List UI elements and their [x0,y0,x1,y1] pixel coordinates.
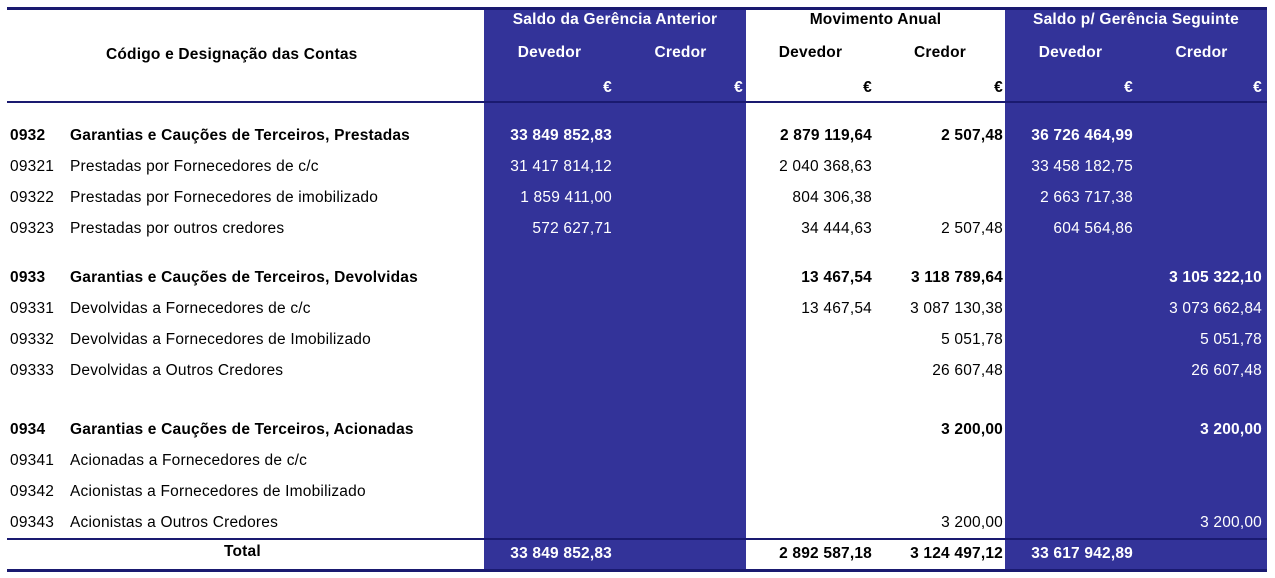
amount-cell: 3 200,00 [941,514,1003,531]
currency-label: € [1124,79,1133,96]
amount-cell: 26 607,48 [932,362,1003,379]
amount-cell: 13 467,54 [801,269,872,286]
amount-cell: 1 859 411,00 [520,189,612,206]
header-bottom-rule [7,101,1267,103]
account-code: 09322 [10,189,55,206]
amount-cell: 3 087 130,38 [910,300,1003,317]
account-code: 09343 [10,514,55,531]
account-name: Devolvidas a Outros Credores [70,362,284,379]
amount-cell: 3 118 789,64 [910,269,1003,286]
group-header-next-balance: Saldo p/ Gerência Seguinte [1033,11,1239,28]
amount-cell: 33 458 182,75 [1031,158,1133,175]
amount-cell: 5 051,78 [1200,331,1262,348]
account-name: Prestadas por Fornecedores de c/c [70,158,319,175]
total-value: 33 849 852,83 [510,545,612,562]
subheader-credit: Credor [654,44,707,61]
amount-cell: 13 467,54 [801,300,872,317]
amount-cell: 2 507,48 [941,127,1003,144]
amount-cell: 2 663 717,38 [1040,189,1133,206]
total-top-rule [7,538,1267,540]
amount-cell: 3 073 662,84 [1169,300,1262,317]
subheader-debit: Devedor [778,44,843,61]
subheader-credit: Credor [913,44,966,61]
table-bottom-rule [7,569,1267,572]
amount-cell: 33 849 852,83 [510,127,612,144]
account-code: 09333 [10,362,55,379]
account-name: Prestadas por outros credores [70,220,285,237]
group-header-annual-movement: Movimento Anual [809,11,942,28]
account-name: Garantias e Cauções de Terceiros, Devolvidas [70,269,418,286]
account-code: 0933 [10,269,46,286]
amount-cell: 604 564,86 [1053,220,1133,237]
amount-cell: 3 105 322,10 [1169,269,1262,286]
total-value: 2 892 587,18 [779,545,872,562]
amount-cell: 804 306,38 [792,189,872,206]
amount-cell: 2 507,48 [941,220,1003,237]
currency-label: € [863,79,872,96]
account-code: 09341 [10,452,55,469]
account-column-header: Código e Designação das Contas [106,46,358,63]
amount-cell: 31 417 814,12 [510,158,612,175]
amount-cell: 3 200,00 [1200,421,1262,438]
account-code: 09342 [10,483,55,500]
group-header-prior-balance: Saldo da Gerência Anterior [512,11,718,28]
amount-cell: 2 879 119,64 [779,127,872,144]
amount-cell: 34 444,63 [801,220,872,237]
currency-label: € [994,79,1003,96]
account-name: Acionistas a Fornecedores de Imobilizado [70,483,366,500]
account-code: 09331 [10,300,55,317]
total-label: Total [224,543,261,560]
account-code: 09323 [10,220,55,237]
currency-label: € [1253,79,1262,96]
amount-cell: 3 200,00 [1200,514,1262,531]
subheader-credit: Credor [1175,44,1228,61]
amount-cell: 2 040 368,63 [779,158,872,175]
amount-cell: 36 726 464,99 [1031,127,1133,144]
account-code: 09332 [10,331,55,348]
total-value: 33 617 942,89 [1031,545,1133,562]
total-value: 3 124 497,12 [910,545,1003,562]
subheader-debit: Devedor [1038,44,1103,61]
account-name: Acionistas a Outros Credores [70,514,279,531]
currency-label: € [603,79,612,96]
amount-cell: 5 051,78 [941,331,1003,348]
account-name: Garantias e Cauções de Terceiros, Acionadas [70,421,414,438]
account-code: 0932 [10,127,46,144]
currency-label: € [734,79,743,96]
amount-cell: 572 627,71 [532,220,612,237]
table-top-rule [7,7,1267,10]
account-name: Garantias e Cauções de Terceiros, Prestadas [70,127,411,144]
account-code: 09321 [10,158,55,175]
amount-cell: 26 607,48 [1191,362,1262,379]
account-code: 0934 [10,421,46,438]
subheader-debit: Devedor [517,44,582,61]
account-name: Acionadas a Fornecedores de c/c [70,452,308,469]
account-name: Prestadas por Fornecedores de imobilizado [70,189,379,206]
account-name: Devolvidas a Fornecedores de Imobilizado [70,331,371,348]
amount-cell: 3 200,00 [941,421,1003,438]
account-name: Devolvidas a Fornecedores de c/c [70,300,311,317]
